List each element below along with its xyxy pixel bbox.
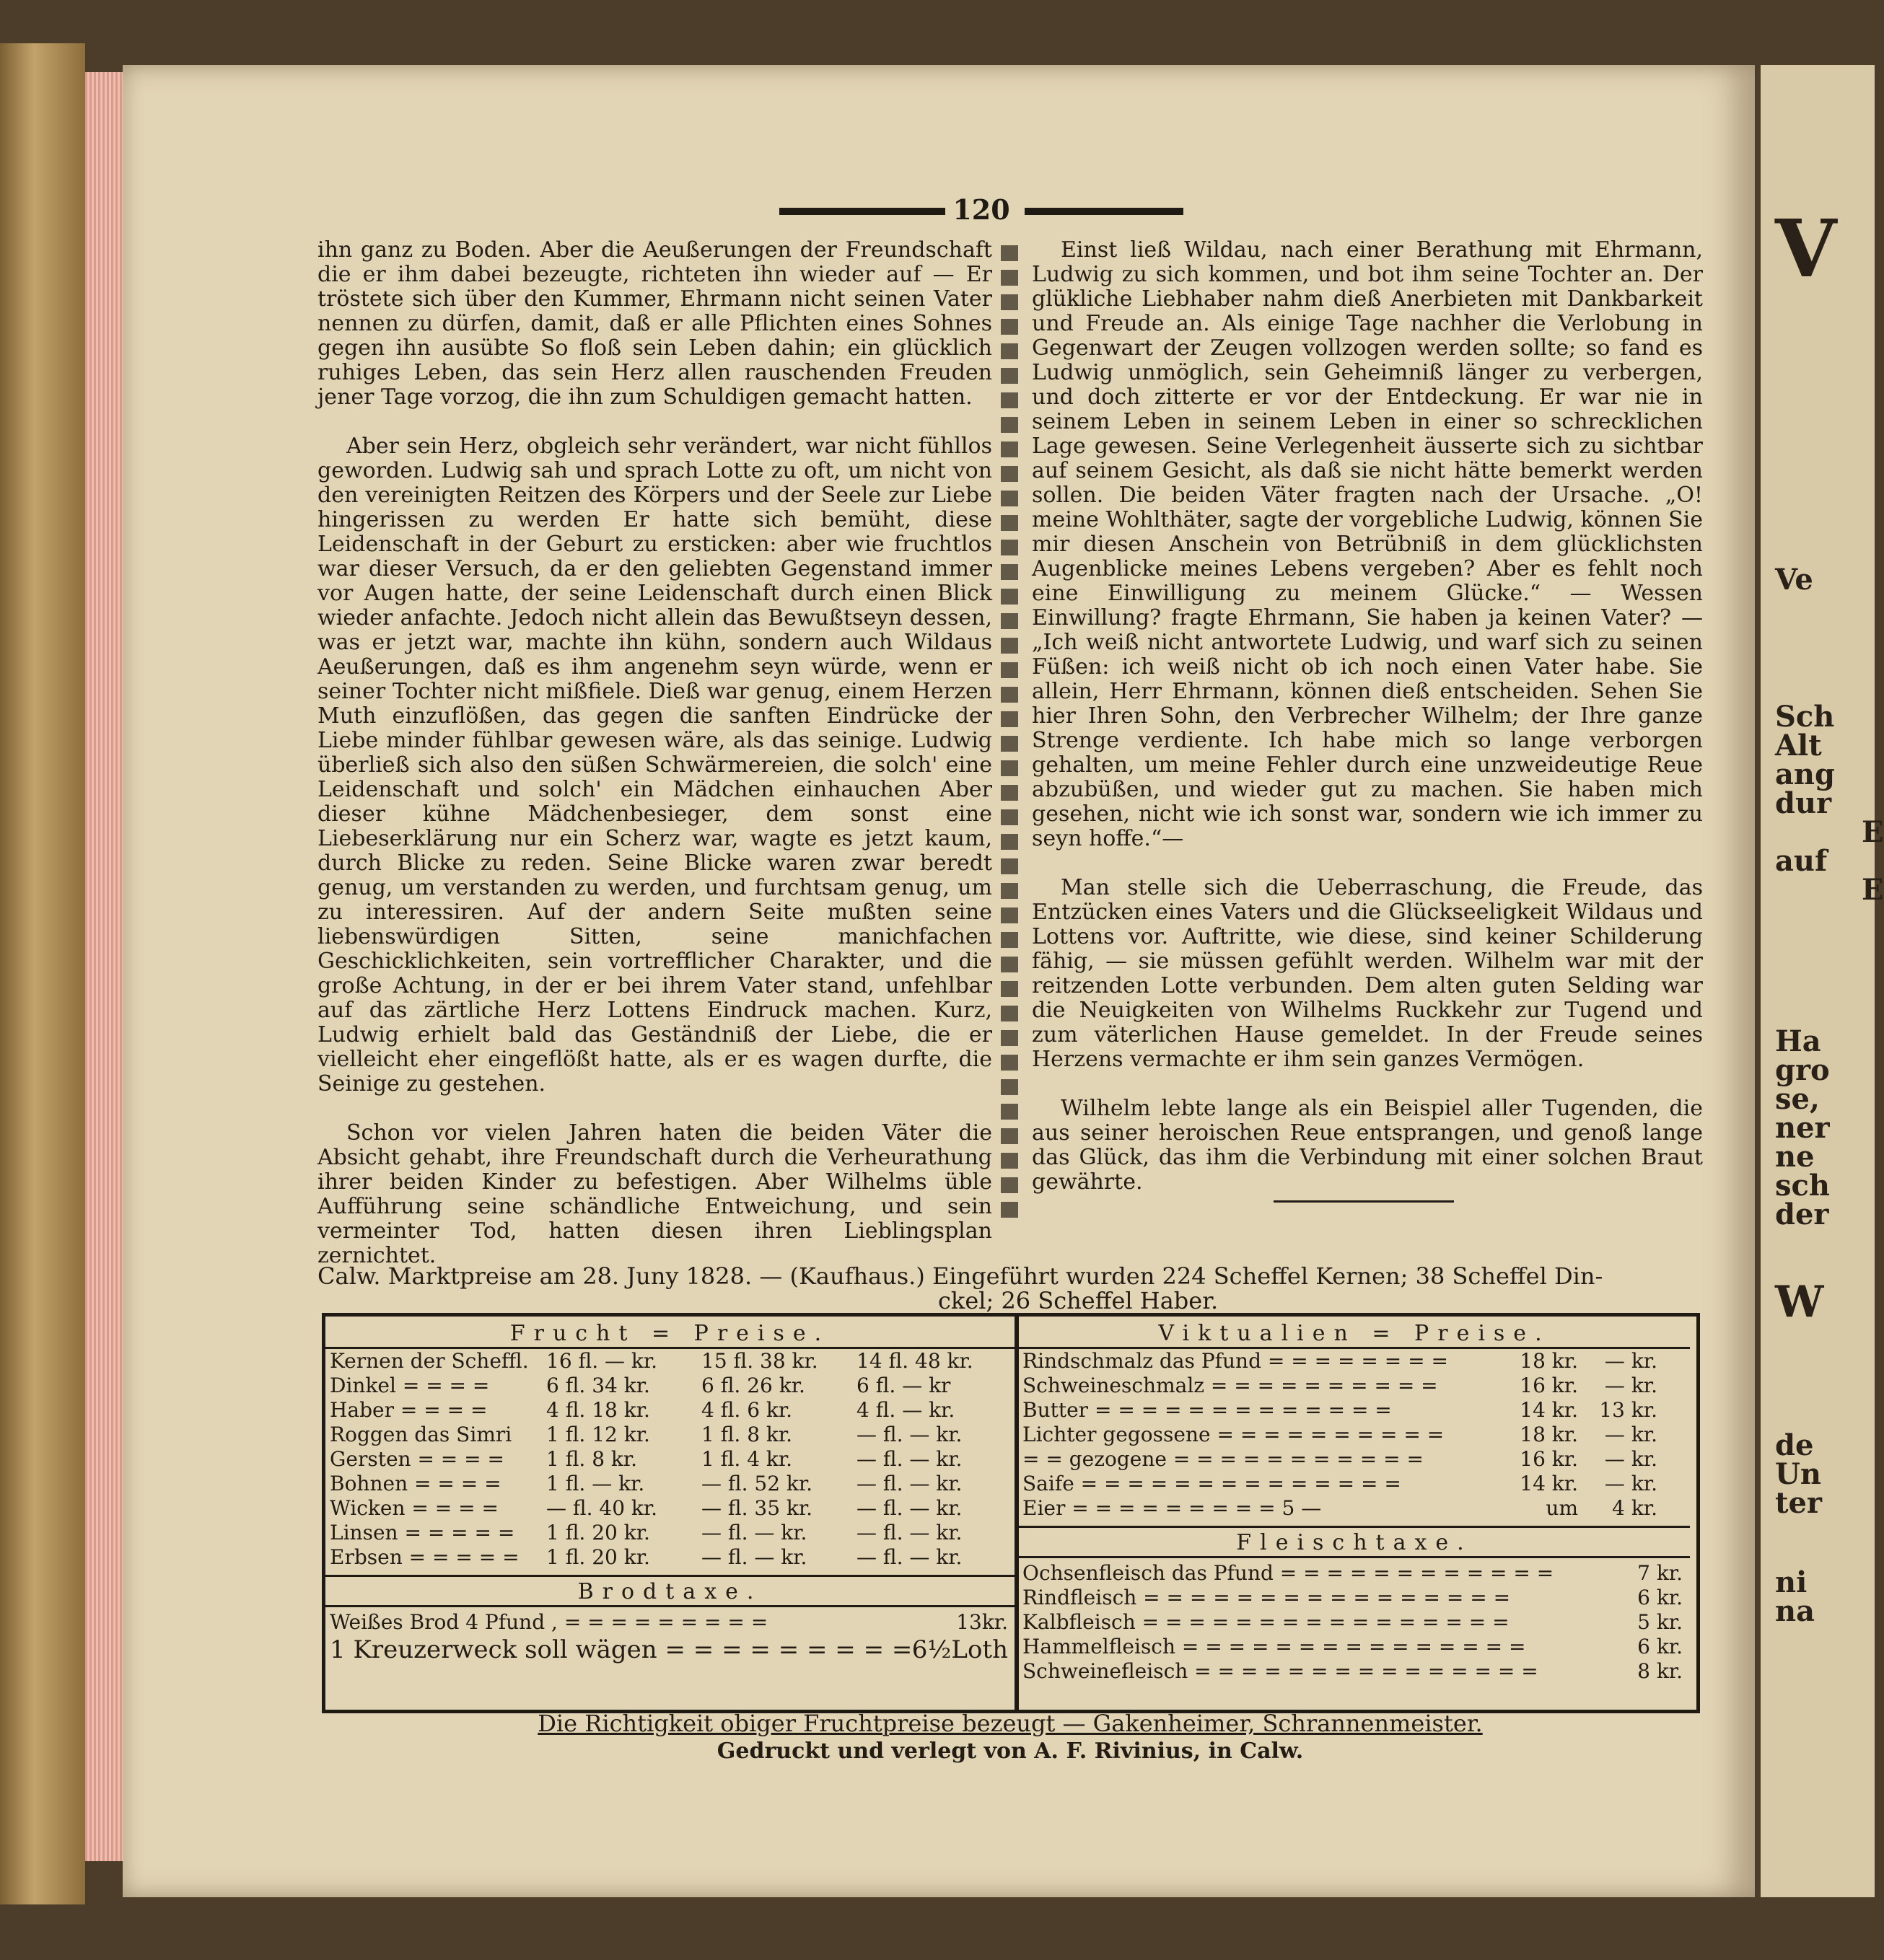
market-line-2: ckel; 26 Scheffel Haber. (938, 1287, 1219, 1314)
price: — fl. — kr. (856, 1545, 963, 1569)
table-row (1022, 1586, 1683, 1609)
header-rule-right (1025, 208, 1183, 215)
price: 1 fl. 4 kr. (701, 1447, 793, 1471)
left-column (317, 238, 992, 1293)
price: 6 kr. (1637, 1586, 1683, 1609)
next-page-fragment (1761, 65, 1884, 1897)
table-row (330, 1546, 1012, 1569)
table-row (330, 1611, 1008, 1634)
row-label: Roggen das Simri (330, 1423, 512, 1446)
book-spine (0, 43, 85, 1904)
row-label: Kalbfleisch = = = = = = = = = = = = = = = = (1022, 1610, 1510, 1634)
row-label: 1 Kreuzerweck soll wägen = = = = = = = = = (330, 1635, 913, 1664)
next-page-text: Ve (1775, 563, 1813, 597)
price: 13 kr. (1599, 1398, 1657, 1422)
table-row (330, 1635, 1008, 1664)
row-label: Lichter gegossene = = = = = = = = = = (1022, 1423, 1445, 1446)
price: 6 fl. — kr (856, 1374, 951, 1397)
next-page-text: W (1775, 1277, 1824, 1327)
price: 16 kr. (1520, 1374, 1578, 1397)
next-page-text: Ha (1775, 1024, 1821, 1058)
row-label: Ochsenfleisch das Pfund = = = = = = = = = = = = (1022, 1561, 1554, 1585)
price: — fl. — kr. (856, 1521, 963, 1544)
price: — kr. (1604, 1349, 1657, 1373)
price: — kr. (1604, 1423, 1657, 1446)
table-row (330, 1497, 1012, 1520)
row-label: Rindfleisch = = = = = = = = = = = = = = = = (1022, 1586, 1511, 1609)
price: 6 fl. 26 kr. (701, 1374, 805, 1397)
rule (1019, 1556, 1690, 1558)
price: 1 fl. — kr. (546, 1472, 645, 1495)
table-row (1022, 1350, 1657, 1373)
table-row (1022, 1472, 1657, 1495)
row-label: Wicken = = = = (330, 1496, 499, 1520)
paragraph: Schon vor vielen Jahren haten die beiden Väter die Absicht gehabt, ihre Freundschaft durch die Verheurathung ihrer beiden Kinder zu befestigen. Aber Wilhelms üble Aufführung seine schändliche Entweichung, und sein vermeinter Tod, hatten diesen ihren Lieblingsplan zernichtet. (317, 1120, 992, 1268)
next-page-text: ter (1775, 1486, 1822, 1520)
table-row (330, 1399, 1012, 1422)
table-row (1022, 1635, 1683, 1658)
table-row (1022, 1660, 1683, 1683)
price: 18 kr. (1520, 1423, 1578, 1446)
price: — fl. 40 kr. (546, 1496, 658, 1520)
price: 13kr. (956, 1610, 1008, 1634)
next-page-text: E (1862, 873, 1884, 907)
next-page-text: dur (1775, 786, 1832, 820)
paragraph: Aber sein Herz, obgleich sehr verändert, war nicht fühllos geworden. Ludwig sah und sprach Lotte zu oft, um nicht von den vereinigten Reitzen des Körpers und der Seele zur Liebe hingerissen zu werden Er hatte sich bemüht, diese Leidenschaft in der Geburt zu ersticken: aber wie fruchtlos war dieser Versuch, da er den geliebten Gegenstand immer vor Augen hatte, der seine Leidenschaft durch einen Blick wieder anfachte. Jedoch nicht allein das Bewußtseyn dessen, was er jetzt war, machte ihn kühn, sondern auch Wildaus Aeußerungen, daß es ihm angenehm seyn würde, wenn er seiner Tochter nicht mißfiele. Dieß war genug, einem Herzen Muth einzuflößen, das gegen die sanften Eindrücke der Liebe minder fühlbar gewesen wäre, als das seinige. Ludwig überließ sich also den süßen Schwärmereien, die solch' eine Leidenschaft und solch' ein Mädchen einhauchen Aber dieser kühne Mädchenbesieger, dem sonst eine Liebeserklärung nur ein Scherz war, wagte es jetzt kaum, durch Blicke zu reden. Seine Blicke waren zwar beredt genug, um verstanden zu werden, und furchtsam genug, um zu interessiren. Auf der andern Seite mußten seine liebenswürdigen Sitten, seine manichfachen Geschicklichkeiten, sein vortrefflicher Charakter, und die große Achtung, in der er bei ihrem Vater stand, unfehlbar auf das zärtliche Herz Lottens Eindruck machen. Kurz, Ludwig erhielt bald das Geständniß der Liebe, die er vielleicht eher eingeflößt hatte, als er es wagen durfte, die Seinige zu gestehen. (317, 434, 992, 1097)
next-page-text: Alt (1775, 729, 1822, 763)
row-label: Dinkel = = = = (330, 1374, 490, 1397)
price-table (322, 1313, 1700, 1713)
frucht-title: Frucht = Preise. (509, 1321, 831, 1346)
next-page-text: ang (1775, 757, 1835, 791)
price: 4 fl. — kr. (856, 1398, 955, 1422)
row-label: Butter = = = = = = = = = = = = = (1022, 1398, 1392, 1422)
next-page-text: sch (1775, 1169, 1830, 1203)
table-row (1022, 1399, 1657, 1422)
next-page-text: E (1862, 815, 1884, 849)
table-row (330, 1448, 1012, 1471)
fleisch-title: Fleischtaxe. (1236, 1530, 1473, 1555)
row-label: Saife = = = = = = = = = = = = = = (1022, 1472, 1401, 1495)
price: — fl. 35 kr. (701, 1496, 813, 1520)
table-row (1022, 1611, 1683, 1634)
row-label: Schweinefleisch = = = = = = = = = = = = = = = (1022, 1659, 1538, 1683)
price: 6 fl. 34 kr. (546, 1374, 650, 1397)
table-row (1022, 1374, 1657, 1397)
price: 4 kr. (1612, 1496, 1657, 1520)
price: 6 kr. (1637, 1635, 1683, 1658)
table-row (1022, 1497, 1657, 1520)
price: 16 fl. — kr. (546, 1349, 658, 1373)
row-label: Eier = = = = = = = = = 5 — (1022, 1496, 1322, 1520)
row-label: Linsen = = = = = (330, 1521, 515, 1544)
next-page-text: ni (1775, 1565, 1808, 1599)
price: 4 fl. 6 kr. (701, 1398, 793, 1422)
row-label: Kernen der Scheffl. (330, 1349, 529, 1373)
table-row (330, 1374, 1012, 1397)
price: 7 kr. (1637, 1561, 1683, 1585)
next-page-text: Sch (1775, 700, 1835, 734)
price: 6½Loth (911, 1635, 1008, 1664)
price: — fl. 52 kr. (701, 1472, 813, 1495)
price: — fl. — kr. (856, 1447, 963, 1471)
page-edges (85, 72, 123, 1861)
row-label: Hammelfleisch = = = = = = = = = = = = = = = (1022, 1635, 1526, 1658)
row-label: Rindschmalz das Pfund = = = = = = = = (1022, 1349, 1448, 1373)
rule (1019, 1526, 1690, 1528)
price: 1 fl. 12 kr. (546, 1423, 650, 1446)
table-row (1022, 1448, 1657, 1471)
row-label: Haber = = = = (330, 1398, 488, 1422)
table-row (330, 1350, 1012, 1373)
brod-title: Brodtaxe. (577, 1579, 763, 1604)
price: — kr. (1604, 1447, 1657, 1471)
price: 1 fl. 20 kr. (546, 1545, 650, 1569)
price: — kr. (1604, 1472, 1657, 1495)
price: 14 fl. 48 kr. (856, 1349, 973, 1373)
price: — fl. — kr. (701, 1521, 807, 1544)
price: 15 fl. 38 kr. (701, 1349, 818, 1373)
price: 1 fl. 8 kr. (701, 1423, 793, 1446)
table-divider (1015, 1317, 1019, 1710)
viktualien-title: Viktualien = Preise. (1158, 1321, 1551, 1346)
table-row (1022, 1562, 1683, 1585)
right-column (1032, 238, 1703, 1219)
price: — kr. (1604, 1374, 1657, 1397)
row-label: Schweineschmalz = = = = = = = = = = (1022, 1374, 1438, 1397)
next-page-text: ne (1775, 1140, 1815, 1174)
price: 14 kr. (1520, 1398, 1578, 1422)
next-page-text: der (1775, 1197, 1829, 1231)
price: 1 fl. 8 kr. (546, 1447, 638, 1471)
row-label: Bohnen = = = = (330, 1472, 501, 1495)
price: 18 kr. (1520, 1349, 1578, 1373)
price: 4 fl. 18 kr. (546, 1398, 650, 1422)
row-label: Erbsen = = = = = (330, 1545, 520, 1569)
table-row (330, 1521, 1012, 1544)
next-page-text: V (1775, 202, 1837, 295)
price: 14 kr. (1520, 1472, 1578, 1495)
price: 1 fl. 20 kr. (546, 1521, 650, 1544)
table-row (330, 1423, 1012, 1446)
paragraph: ihn ganz zu Boden. Aber die Aeußerungen der Freundschaft die er ihm dabei bezeugte, richteten ihn wieder auf — Er tröstete sich über den Kummer, Ehrmann nicht seinen Vater nennen zu dürfen, damit, daß er alle Pflichten eines Sohnes gegen ihn ausübte So floß sein Leben dahin; ein glücklich ruhiges Leben, das sein Herz allen rauschenden Freuden jener Tage vorzog, die ihn zum Schuldigen gemacht hatten. (317, 237, 992, 410)
row-label: Gersten = = = = (330, 1447, 504, 1471)
price: — fl. — kr. (856, 1472, 963, 1495)
paragraph: Man stelle sich die Ueberraschung, die Freude, das Entzücken eines Vaters und die Glückseeligkeit Wildaus und Lottens vor. Auftritte, wie diese, sind keiner Schilderung fähig, — sie müssen gefühlt werden. Wilhelm war mit der reitzenden Lotte verbunden. Dem alten guten Selding war die Neuigkeiten von Wilhelms Ruckkehr zur Tugend und zum väterlichen Hause gemeldet. In der Freude seines Herzens vermachte er ihm sein ganzes Vermögen. (1032, 875, 1703, 1072)
page-header (779, 193, 1183, 229)
table-row (1022, 1423, 1657, 1446)
imprint-line: Gedruckt und verlegt von A. F. Rivinius, in Calw. (717, 1739, 1304, 1764)
price: 5 kr. (1637, 1610, 1683, 1634)
rule (325, 1575, 1015, 1577)
price: — fl. — kr. (701, 1545, 807, 1569)
paragraph: Wilhelm lebte lange als ein Beispiel aller Tugenden, die aus seiner heroischen Reue entsprangen, und genoß lange das Glück, das ihm die Verbindung mit einer solchen Braut gewährte. (1032, 1096, 1703, 1195)
table-row (330, 1472, 1012, 1495)
price: um (1546, 1496, 1578, 1520)
market-notice (317, 1264, 1703, 1313)
row-label: = = gezogene = = = = = = = = = = = (1022, 1447, 1424, 1471)
next-page-text: gro (1775, 1053, 1830, 1087)
next-page-text: na (1775, 1594, 1815, 1628)
price: — fl. — kr. (856, 1423, 963, 1446)
page-number: 120 (952, 193, 1010, 226)
end-rule (1274, 1200, 1454, 1203)
row-label: Weißes Brod 4 Pfund , = = = = = = = = = (330, 1610, 768, 1634)
market-line-1: Calw. Marktpreise am 28. Juny 1828. — (Kaufhaus.) Eingeführt wurden 224 Scheffel Kernen; 38 Scheffel Din- (317, 1262, 1603, 1290)
next-page-text: ner (1775, 1111, 1830, 1145)
paragraph: Einst ließ Wildau, nach einer Berathung mit Ehrmann, Ludwig zu sich kommen, und bot ihm seine Tochter an. Der glükliche Liebhaber nahm dieß Anerbieten mit Dankbarkeit und Freude an. Als einige Tage nachher die Verlobung in Gegenwart der Zeugen vollzogen werden sollte; so fand es Ludwig unmöglich, sein Geheimniß länger zu verbergen, und doch zitterte er vor der Entdeckung. Er war nie in seinem Leben in seinem Leben in einer so schrecklichen Lage gewesen. Seine Verlegenheit äusserte sich zu sichtbar auf seinem Gesicht, als daß sie nicht hätte bemerkt werden sollen. Die beiden Väter fragten nach der Ursache. „O! meine Wohlthäter, sagte der vorgebliche Ludwig, können Sie mir diesen Anschein von Betrübniß in dem glücklichsten Augenblicke meines Lebens vergeben? Aber es fehlt noch eine Einwilligung zu meinem Glücke.“ — Wessen Einwillung? fragte Ehrmann, Sie haben ja keinen Vater? — „Ich weiß nicht antwortete Ludwig, und warf sich zu seinen Füßen: ich weiß nicht ob ich noch einen Vater habe. Sie allein, Herr Ehrmann, können dieß entscheiden. Sehen Sie hier Ihren Sohn, den Verbrecher Wilhelm; der Ihre ganze Strenge verdiente. Ich habe mich so lange verborgen gehalten, um meine Fehler durch eine unzweideutige Reue abzubüßen, und wieder gut zu machen. Sie haben mich gesehen, nicht wie ich sonst war, sondern wie ich immer zu seyn hoffe.“— (1032, 237, 1703, 851)
attestation-line: Die Richtigkeit obiger Fruchtpreise bezeugt — Gakenheimer, Schrannenmeister. (538, 1710, 1483, 1737)
next-page-text: de (1775, 1428, 1814, 1462)
rule (325, 1605, 1015, 1607)
price: — fl. — kr. (856, 1496, 963, 1520)
price: 16 kr. (1520, 1447, 1578, 1471)
next-page-text: auf (1775, 844, 1828, 878)
next-page-text: Un (1775, 1457, 1821, 1491)
column-divider (1001, 245, 1018, 1226)
next-page-text: se, (1775, 1082, 1820, 1116)
price: 8 kr. (1637, 1659, 1683, 1683)
